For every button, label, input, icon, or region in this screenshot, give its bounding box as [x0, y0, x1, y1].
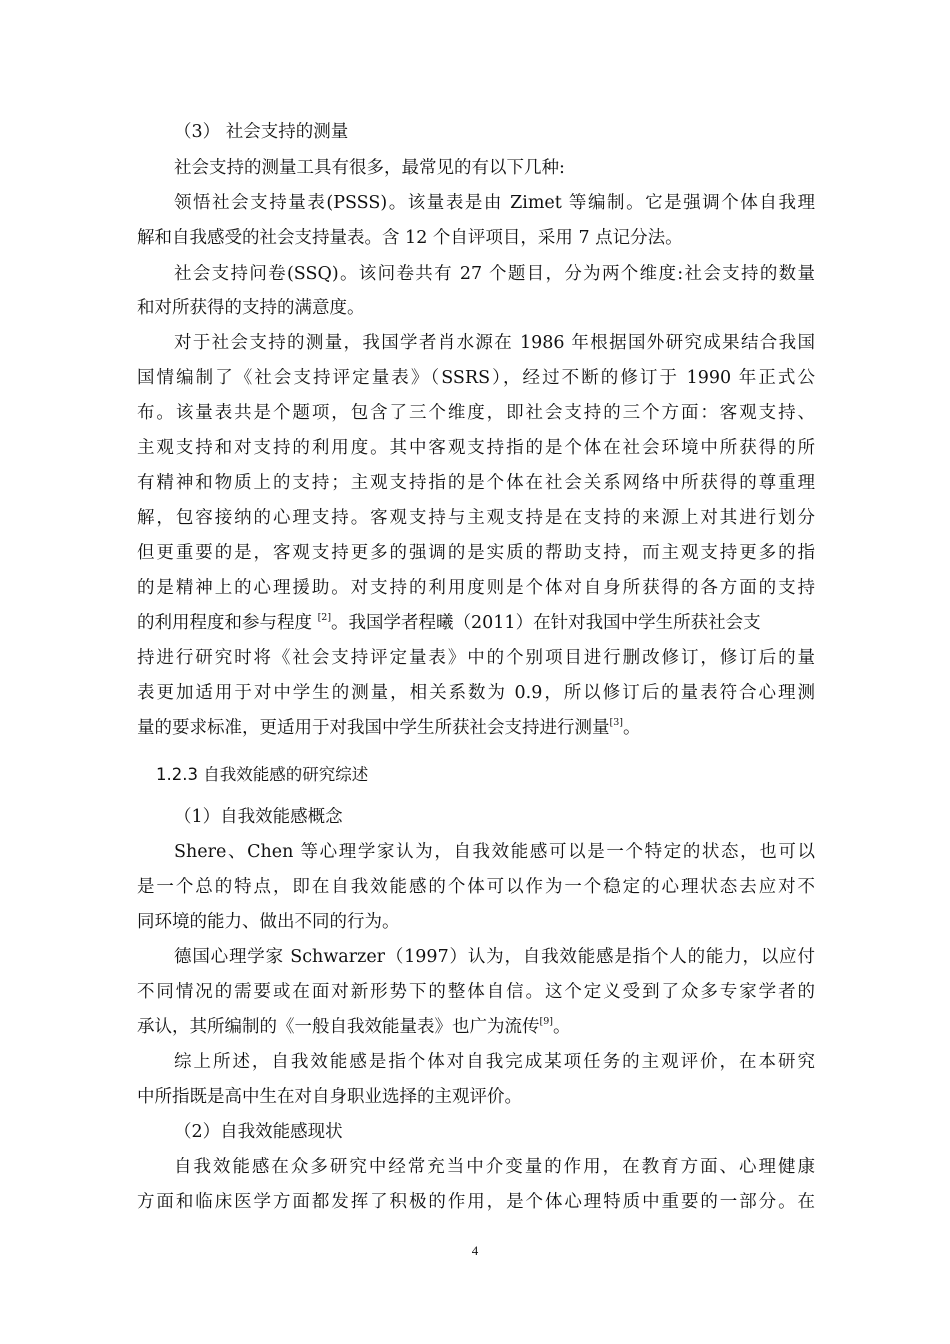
paragraph-line: 对于社会支持的测量，我国学者肖水源在 1986 年根据国外研究成果结合我国 [174, 333, 815, 353]
paragraph-line: 有精神和物质上的支持；主观支持指的是个体在社会关系网络中所获得的尊重理 [137, 473, 815, 493]
paragraph-line: Shere、Chen 等心理学家认为，自我效能感可以是一个特定的状态，也可以 [174, 842, 815, 862]
paragraph-line-with-citation [137, 716, 640, 740]
citation-ref: [9] [539, 1016, 553, 1028]
paragraph-line-with-citation [137, 1015, 570, 1039]
paragraph-line: 方面和临床医学方面都发挥了积极的作用，是个体心理特质中重要的一部分。在 [137, 1192, 815, 1212]
text-run: 。 [622, 718, 641, 738]
paragraph-line: 社会支持的测量工具有很多，最常见的有以下几种: [174, 158, 565, 178]
subheading-self-efficacy-concept: （1）自我效能感概念 [174, 807, 343, 827]
paragraph-line: 综上所述，自我效能感是指个体对自我完成某项任务的主观评价，在本研究 [174, 1052, 815, 1072]
paragraph-line: 是一个总的特点，即在自我效能感的个体可以作为一个稳定的心理状态去应对不 [137, 877, 815, 897]
paragraph-line: 社会支持问卷(SSQ)。该问卷共有 27 个题目，分为两个维度:社会支持的数量 [174, 264, 815, 284]
text-run: 量的要求标准，更适用于对我国中学生所获社会支持进行测量 [137, 718, 610, 738]
paragraph-line-with-citation [137, 611, 761, 635]
paragraph-line: 主观支持和对支持的利用度。其中客观支持指的是个体在社会环境中所获得的所 [137, 438, 815, 458]
paragraph-line: 表更加适用于对中学生的测量，相关系数为 0.9，所以修订后的量表符合心理测 [137, 683, 815, 703]
page-number: 4 [471, 1243, 479, 1258]
paragraph-line: 国情编制了《社会支持评定量表》（SSRS），经过不断的修订于 1990 年正式公 [137, 368, 815, 388]
citation-ref: [2] [317, 612, 332, 624]
text-run: 承认，其所编制的《一般自我效能量表》也广为流传 [137, 1017, 540, 1037]
subheading-social-support-measurement: （3） 社会支持的测量 [174, 122, 349, 142]
paragraph-line: 的是精神上的心理援助。对支持的利用度则是个体对自身所获得的各方面的支持 [137, 578, 815, 598]
text-run: 。 [552, 1017, 571, 1037]
citation-ref: [3] [609, 717, 623, 729]
text-run: 。我国学者程曦（2011）在针对我国中学生所获社会支 [331, 613, 761, 633]
paragraph-line: 和对所获得的支持的满意度。 [137, 298, 365, 318]
subheading-self-efficacy-status: （2）自我效能感现状 [174, 1122, 343, 1142]
paragraph-line: 领悟社会支持量表(PSSS)。该量表是由 Zimet 等编制。它是强调个体自我理 [174, 193, 815, 213]
paragraph-line: 同环境的能力、做出不同的行为。 [137, 912, 400, 932]
paragraph-line: 德国心理学家 Schwarzer（1997）认为，自我效能感是指个人的能力，以应付 [174, 947, 815, 967]
paragraph-line: 持进行研究时将《社会支持评定量表》中的个别项目进行删改修订，修订后的量 [137, 648, 815, 668]
paragraph-line: 但更重要的是，客观支持更多的强调的是实质的帮助支持，而主观支持更多的指 [137, 543, 815, 563]
paragraph-line: 中所指既是高中生在对自身职业选择的主观评价。 [137, 1087, 522, 1107]
paragraph-line: 布。该量表共是个题项，包含了三个维度，即社会支持的三个方面：客观支持、 [137, 403, 815, 423]
paragraph-line: 解，包容接纳的心理支持。客观支持与主观支持是在支持的来源上对其进行划分 [137, 508, 815, 528]
section-heading: 1.2.3 自我效能感的研究综述 [156, 765, 369, 784]
text-run: 的利用程度和参与程度 [137, 613, 318, 633]
paragraph-line: 解和自我感受的社会支持量表。含 12 个自评项目，采用 7 点记分法。 [137, 228, 683, 248]
paragraph-line: 不同情况的需要或在面对新形势下的整体自信。这个定义受到了众多专家学者的 [137, 982, 815, 1002]
paragraph-line: 自我效能感在众多研究中经常充当中介变量的作用，在教育方面、心理健康 [174, 1157, 815, 1177]
